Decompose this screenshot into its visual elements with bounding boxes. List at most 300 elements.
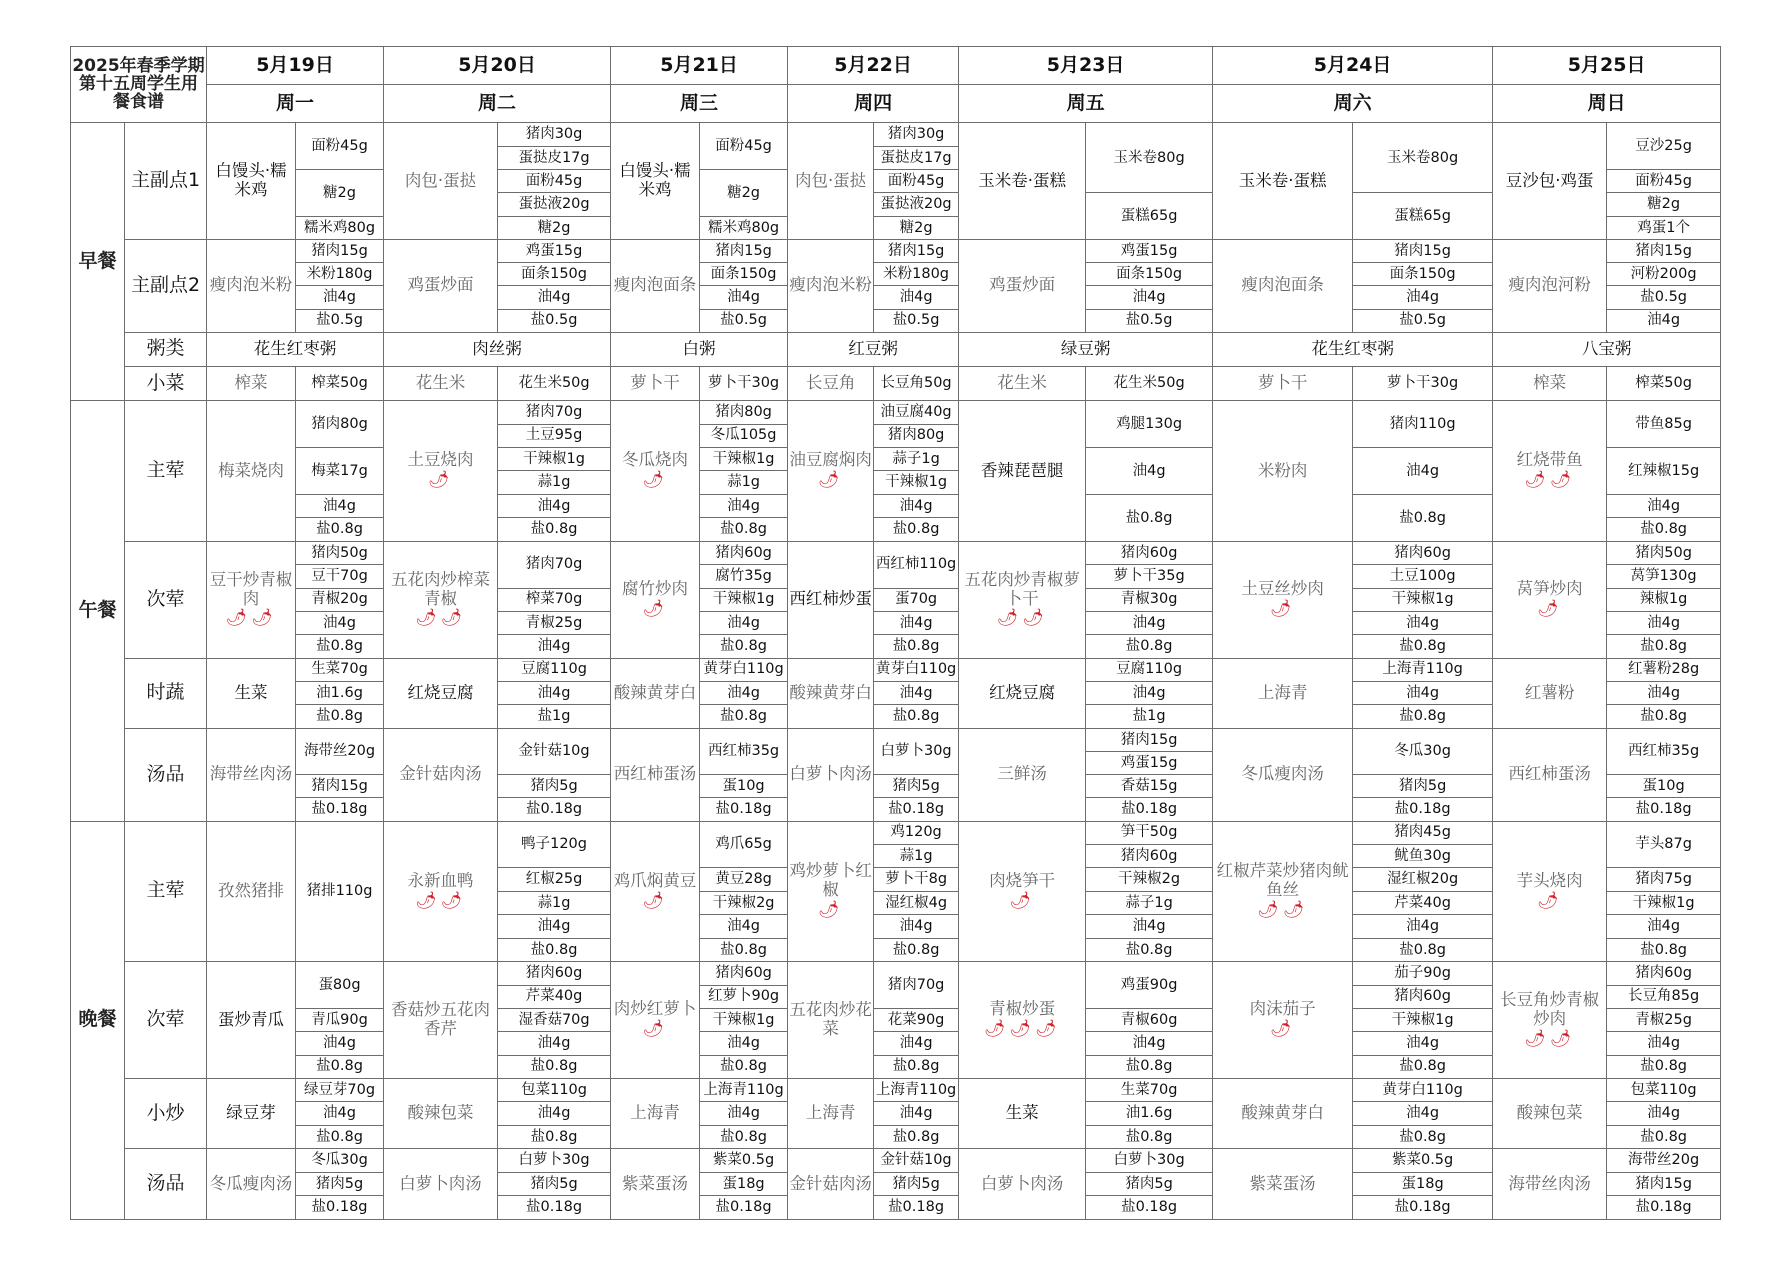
ingredient-cell: 盐0.18g [1353, 1196, 1493, 1220]
dish-cell [788, 366, 874, 400]
ingredient-cell: 猪肉60g [1607, 962, 1721, 985]
ingredient-cell: 黄芽白110g [1353, 1078, 1493, 1101]
dish-name: 上海青 [805, 1103, 856, 1123]
ingredient-cell: 油4g [874, 611, 959, 634]
ingredient-cell: 萝卜干30g [1353, 366, 1493, 400]
ingredient-cell: 盐0.8g [1607, 938, 1721, 961]
ingredient-cell: 盐0.8g [1353, 1125, 1493, 1148]
ingredient-cell: 鸡120g [874, 821, 959, 844]
dish-name: 鸡炒萝卜红椒 [789, 861, 872, 900]
ingredient-cell: 油4g [700, 611, 788, 634]
dish-name: 香菇炒五花肉香芹 [391, 1000, 491, 1039]
ingredient-cell: 猪肉110g [1353, 401, 1493, 448]
dish-cell [1493, 1149, 1607, 1220]
dish-name: 生菜 [1005, 1103, 1039, 1123]
ingredient-cell: 猪肉15g [296, 775, 384, 798]
date-header: 5月22日 [788, 47, 959, 85]
ingredient-cell: 盐0.8g [700, 1125, 788, 1148]
ingredient-cell: 盐0.5g [1607, 286, 1721, 309]
ingredient-cell: 白萝卜30g [874, 728, 959, 774]
ingredient-cell: 猪肉80g [296, 401, 384, 448]
dish-name: 花生米 [415, 372, 466, 392]
dish-cell [611, 821, 700, 962]
ingredient-cell: 盐0.8g [1607, 635, 1721, 658]
dish-name: 长豆角 [805, 372, 856, 392]
ingredient-cell: 盐0.8g [296, 518, 384, 541]
menu-subrow [71, 494, 1721, 517]
menu-row [71, 658, 1721, 681]
dish-name: 生菜 [234, 682, 268, 702]
ingredient-cell: 猪肉50g [1607, 541, 1721, 564]
ingredient-cell: 盐0.18g [1607, 1196, 1721, 1220]
dish-cell [788, 123, 874, 240]
ingredient-cell: 油4g [296, 1102, 384, 1125]
dish-name: 酸辣黄芽白 [789, 682, 872, 702]
menu-row [71, 821, 1721, 844]
dish-name: 红烧豆腐 [989, 682, 1056, 702]
dish-cell [384, 1078, 498, 1148]
ingredient-cell: 鸡爪65g [700, 821, 788, 868]
ingredient-cell: 白萝卜30g [498, 1149, 611, 1172]
ingredient-cell: 猪肉50g [296, 541, 384, 564]
dish-cell [384, 541, 498, 658]
weekday-header: 周四 [788, 85, 959, 123]
dish-name: 紫菜蛋汤 [622, 1173, 689, 1193]
dish-name: 瘦肉泡面条 [613, 275, 697, 295]
chili-pepper-icon: 🌶 [642, 1019, 668, 1040]
ingredient-cell: 湿香菇70g [498, 1008, 611, 1031]
dish-name: 瘦肉泡河粉 [1508, 275, 1591, 295]
ingredient-cell: 青椒20g [296, 588, 384, 611]
ingredient-cell: 海带丝20g [296, 728, 384, 774]
ingredient-cell: 盐0.18g [498, 798, 611, 821]
ingredient-cell: 油4g [874, 1032, 959, 1055]
dish-name: 豆干炒青椒肉 [209, 569, 293, 608]
ingredient-cell: 盐0.8g [498, 938, 611, 961]
ingredient-cell: 长豆角85g [1607, 985, 1721, 1008]
category-label: 时蔬 [125, 658, 207, 728]
ingredient-cell: 紫菜0.5g [1353, 1149, 1493, 1172]
menu-row [71, 240, 1721, 263]
ingredient-cell: 上海青110g [874, 1078, 959, 1101]
ingredient-cell: 干辣椒1g [498, 448, 611, 471]
ingredient-cell: 油4g [1086, 1032, 1213, 1055]
menu-title: 2025年春季学期第十五周学生用餐食谱 [71, 47, 207, 123]
chili-pepper-icon: 🌶🌶 [1524, 470, 1576, 491]
ingredient-cell: 带鱼85g [1607, 401, 1721, 448]
dish-cell [611, 123, 700, 240]
ingredient-cell: 鸡蛋90g [1086, 962, 1213, 1009]
ingredient-cell: 油豆腐40g [874, 401, 959, 424]
ingredient-cell: 盐0.8g [296, 705, 384, 728]
dish-name: 酸辣黄芽白 [613, 682, 697, 702]
ingredient-cell: 猪肉60g [1086, 541, 1213, 564]
ingredient-cell: 蛋挞液20g [874, 193, 959, 216]
ingredient-cell: 猪肉70g [498, 541, 611, 588]
dish-cell [1213, 541, 1353, 658]
ingredient-cell: 盐0.8g [296, 635, 384, 658]
chili-pepper-icon: 🌶 [642, 890, 668, 911]
ingredient-cell: 蛋10g [1607, 775, 1721, 798]
ingredient-cell: 猪肉80g [874, 424, 959, 447]
category-label: 主副点1 [125, 123, 207, 240]
ingredient-cell: 油4g [296, 611, 384, 634]
dish-cell [207, 123, 296, 240]
dish-name: 白萝卜肉汤 [980, 1173, 1064, 1193]
ingredient-cell: 玉米卷80g [1086, 123, 1213, 193]
ingredient-cell: 猪肉60g [1353, 985, 1493, 1008]
ingredient-cell: 盐0.8g [874, 938, 959, 961]
dish-cell [611, 962, 700, 1079]
ingredient-cell: 油4g [1086, 286, 1213, 309]
ingredient-cell: 油4g [700, 915, 788, 938]
dish-name: 肉沫茄子 [1249, 999, 1316, 1019]
ingredient-cell: 盐0.8g [700, 518, 788, 541]
dish-cell [1213, 1149, 1353, 1220]
ingredient-cell: 糖2g [700, 170, 788, 217]
ingredient-cell: 盐0.18g [1086, 1196, 1213, 1220]
dish-cell [611, 728, 700, 821]
ingredient-cell: 油4g [1607, 494, 1721, 517]
ingredient-cell: 梅菜17g [296, 448, 384, 495]
ingredient-cell: 长豆角50g [874, 366, 959, 400]
ingredient-cell: 油4g [1607, 1102, 1721, 1125]
ingredient-cell: 盐0.8g [700, 705, 788, 728]
dish-name: 西红柿炒蛋 [789, 589, 872, 609]
ingredient-cell: 盐0.8g [874, 1125, 959, 1148]
ingredient-cell: 糖2g [296, 170, 384, 217]
ingredient-cell: 萝卜干8g [874, 868, 959, 891]
dish-name: 土豆烧肉 [407, 450, 474, 470]
category-label: 汤品 [125, 1149, 207, 1220]
ingredient-cell: 芹菜40g [1353, 891, 1493, 914]
dish-name: 金针菇肉汤 [789, 1173, 872, 1193]
dish-name: 上海青 [630, 1103, 680, 1123]
dish-name: 白馒头·糯米鸡 [215, 161, 287, 200]
ingredient-cell: 糖2g [498, 216, 611, 239]
dish-name: 油豆腐焖肉 [789, 450, 872, 470]
dish-cell [611, 240, 700, 333]
ingredient-cell: 猪肉15g [1353, 240, 1493, 263]
dish-cell [788, 821, 874, 962]
dish-name: 萝卜干 [630, 372, 680, 392]
dish-cell [611, 401, 700, 542]
ingredient-cell: 河粉200g [1607, 263, 1721, 286]
ingredient-cell: 油4g [1086, 915, 1213, 938]
weekday-header: 周日 [1493, 85, 1721, 123]
ingredient-cell: 上海青110g [1353, 658, 1493, 681]
date-header: 5月24日 [1213, 47, 1493, 85]
ingredient-cell: 蒜子1g [874, 448, 959, 471]
meal-label: 早餐 [71, 123, 125, 401]
dish-name: 瘦肉泡米粉 [209, 275, 293, 295]
ingredient-cell: 盐0.18g [1607, 798, 1721, 821]
ingredient-cell: 红椒25g [498, 868, 611, 891]
ingredient-cell: 猪肉5g [296, 1172, 384, 1195]
ingredient-cell: 油4g [498, 1102, 611, 1125]
ingredient-cell: 红萝卜90g [700, 985, 788, 1008]
dish-cell [384, 123, 498, 240]
ingredient-cell: 冬瓜30g [1353, 728, 1493, 774]
ingredient-cell: 糯米鸡80g [296, 216, 384, 239]
ingredient-cell: 面粉45g [874, 170, 959, 193]
ingredient-cell: 油4g [874, 494, 959, 517]
menu-subrow [71, 1055, 1721, 1078]
dish-name: 紫菜蛋汤 [1249, 1173, 1316, 1193]
ingredient-cell: 猪肉15g [1607, 240, 1721, 263]
date-header: 5月23日 [959, 47, 1213, 85]
dish-cell [1493, 401, 1607, 542]
ingredient-cell: 猪肉15g [700, 240, 788, 263]
dish-cell [959, 240, 1086, 333]
ingredient-cell: 猪肉70g [874, 962, 959, 1009]
chili-pepper-icon: 🌶🌶 [1257, 900, 1309, 921]
dish-cell [1213, 1078, 1353, 1148]
ingredient-cell: 蒜1g [874, 844, 959, 867]
dish-name: 莴笋炒肉 [1516, 579, 1583, 599]
ingredient-cell: 盐0.5g [1353, 309, 1493, 332]
weekday-header: 周五 [959, 85, 1213, 123]
chili-pepper-icon: 🌶 [427, 470, 454, 491]
ingredient-cell: 面条150g [1086, 263, 1213, 286]
dish-cell [384, 962, 498, 1079]
dish-cell [959, 123, 1086, 240]
menu-subrow [71, 588, 1721, 611]
ingredient-cell: 笋干50g [1086, 821, 1213, 844]
ingredient-cell: 油4g [1607, 915, 1721, 938]
dish-name: 红烧豆腐 [407, 682, 474, 702]
ingredient-cell: 猪肉80g [700, 401, 788, 424]
ingredient-cell: 面粉45g [700, 123, 788, 170]
ingredient-cell: 盐0.8g [1086, 1125, 1213, 1148]
dish-cell [1493, 1078, 1607, 1148]
dish-name: 榨菜 [234, 372, 268, 392]
ingredient-cell: 面条150g [498, 263, 611, 286]
dish-cell [207, 728, 296, 821]
ingredient-cell: 盐0.5g [874, 309, 959, 332]
dish-cell [611, 1149, 700, 1220]
dish-cell [611, 658, 700, 728]
dish-cell [384, 728, 498, 821]
menu-subrow [71, 263, 1721, 286]
ingredient-cell: 鸡蛋15g [498, 240, 611, 263]
ingredient-cell: 蒜子1g [1086, 891, 1213, 914]
ingredient-cell: 蒜1g [498, 471, 611, 494]
ingredient-cell: 豆腐110g [498, 658, 611, 681]
ingredient-cell: 黄芽白110g [874, 658, 959, 681]
ingredient-cell: 蛋10g [700, 775, 788, 798]
weekday-header-row [71, 85, 1721, 123]
ingredient-cell: 油4g [1353, 682, 1493, 705]
dish-name: 西红柿蛋汤 [1508, 764, 1591, 784]
menu-subrow [71, 682, 1721, 705]
menu-subrow [71, 309, 1721, 332]
ingredient-cell: 油4g [700, 682, 788, 705]
dish-cell [1493, 821, 1607, 962]
ingredient-cell: 油4g [498, 1032, 611, 1055]
dish-cell [959, 658, 1086, 728]
dish-cell [1213, 658, 1353, 728]
ingredient-cell: 干辣椒1g [700, 588, 788, 611]
date-header: 5月20日 [384, 47, 611, 85]
ingredient-cell: 油4g [1353, 448, 1493, 495]
ingredient-cell: 盐0.8g [1086, 635, 1213, 658]
ingredient-cell: 萝卜干35g [1086, 565, 1213, 588]
chili-pepper-icon: 🌶 [817, 900, 844, 921]
ingredient-cell: 紫菜0.5g [700, 1149, 788, 1172]
date-header-row [71, 47, 1721, 85]
ingredient-cell: 鸡腿130g [1086, 401, 1213, 448]
dish-cell [1213, 401, 1353, 542]
menu-subrow [71, 1172, 1721, 1195]
ingredient-cell: 油4g [700, 1102, 788, 1125]
ingredient-cell: 猪肉60g [1353, 541, 1493, 564]
ingredient-cell: 蛋18g [1353, 1172, 1493, 1195]
weekday-header: 周二 [384, 85, 611, 123]
ingredient-cell: 生菜70g [296, 658, 384, 681]
ingredient-cell: 绿豆芽70g [296, 1078, 384, 1101]
ingredient-cell: 西红柿110g [874, 541, 959, 588]
ingredient-cell: 盐0.18g [700, 798, 788, 821]
dish-cell [207, 240, 296, 333]
dish-cell [1213, 123, 1353, 240]
ingredient-cell: 猪肉5g [498, 1172, 611, 1195]
dish-name: 瘦肉泡面条 [1241, 275, 1324, 295]
dish-cell [384, 366, 498, 400]
ingredient-cell: 红薯粉28g [1607, 658, 1721, 681]
dish-name: 萝卜干 [1257, 372, 1308, 392]
dish-cell [959, 962, 1086, 1079]
ingredient-cell: 盐0.8g [498, 518, 611, 541]
ingredient-cell: 油4g [296, 1032, 384, 1055]
ingredient-cell: 蛋70g [874, 588, 959, 611]
ingredient-cell: 猪肉15g [874, 240, 959, 263]
menu-subrow [71, 1196, 1721, 1220]
weekday-header: 周一 [207, 85, 384, 123]
dish-name: 酸辣黄芽白 [1241, 1103, 1324, 1123]
ingredient-cell: 豆腐110g [1086, 658, 1213, 681]
chili-pepper-icon: 🌶🌶 [414, 890, 467, 911]
ingredient-cell: 盐1g [498, 705, 611, 728]
ingredient-cell: 油4g [1086, 611, 1213, 634]
ingredient-cell: 面条150g [1353, 263, 1493, 286]
dish-cell [207, 541, 296, 658]
dish-cell [959, 1149, 1086, 1220]
dish-name: 冬瓜瘦肉汤 [209, 1173, 293, 1193]
ingredient-cell: 油4g [1607, 309, 1721, 332]
ingredient-cell: 鸡蛋15g [1086, 240, 1213, 263]
ingredient-cell: 油4g [700, 494, 788, 517]
ingredient-cell: 蛋糕65g [1086, 193, 1213, 240]
dish-name: 芋头烧肉 [1516, 870, 1583, 890]
dish-name: 梅菜烧肉 [218, 460, 285, 480]
ingredient-cell: 西红柿35g [700, 728, 788, 774]
ingredient-cell: 盐0.8g [1607, 1125, 1721, 1148]
ingredient-cell: 盐0.8g [1353, 705, 1493, 728]
ingredient-cell: 香菇15g [1086, 775, 1213, 798]
ingredient-cell: 青椒30g [1086, 588, 1213, 611]
dish-name: 豆沙包·鸡蛋 [1505, 170, 1594, 190]
chili-pepper-icon: 🌶🌶🌶 [983, 1019, 1061, 1040]
ingredient-cell: 榨菜70g [498, 588, 611, 611]
date-header: 5月21日 [611, 47, 788, 85]
menu-row [71, 401, 1721, 424]
dish-cell [384, 1149, 498, 1220]
ingredient-cell: 猪肉70g [498, 401, 611, 424]
ingredient-cell: 猪肉15g [296, 240, 384, 263]
ingredient-cell: 盐0.8g [1353, 494, 1493, 541]
dish-cell [788, 240, 874, 333]
chili-pepper-icon: 🌶 [642, 599, 668, 619]
menu-subrow [71, 635, 1721, 658]
dish-name: 肉包·蛋挞 [404, 170, 477, 190]
chili-pepper-icon: 🌶🌶 [225, 608, 277, 629]
ingredient-cell: 西红柿35g [1607, 728, 1721, 774]
ingredient-cell: 猪肉60g [700, 962, 788, 985]
ingredient-cell: 盐0.8g [1353, 635, 1493, 658]
ingredient-cell: 干辣椒2g [1086, 868, 1213, 891]
porridge-cell: 花生红枣粥 [1213, 332, 1493, 366]
dish-cell [959, 1078, 1086, 1148]
dish-cell [788, 1149, 874, 1220]
dish-name: 青椒炒蛋 [989, 999, 1056, 1019]
dish-name: 鸡蛋炒面 [407, 275, 474, 295]
ingredient-cell: 油4g [498, 494, 611, 517]
ingredient-cell: 豆沙25g [1607, 123, 1721, 170]
ingredient-cell: 油4g [874, 682, 959, 705]
dish-name: 榨菜 [1533, 372, 1567, 392]
ingredient-cell: 花生米50g [498, 366, 611, 400]
dish-cell [1213, 366, 1353, 400]
dish-cell [788, 728, 874, 821]
chili-pepper-icon: 🌶 [1536, 890, 1563, 911]
ingredient-cell: 糖2g [874, 216, 959, 239]
ingredient-cell: 油4g [1353, 915, 1493, 938]
ingredient-cell: 花菜90g [874, 1008, 959, 1031]
ingredient-cell: 包菜110g [1607, 1078, 1721, 1101]
ingredient-cell: 油4g [1607, 682, 1721, 705]
ingredient-cell: 盐0.8g [1086, 494, 1213, 541]
dish-cell [207, 401, 296, 542]
ingredient-cell: 盐0.8g [874, 518, 959, 541]
ingredient-cell: 鸭子120g [498, 821, 611, 868]
porridge-cell: 花生红枣粥 [207, 332, 384, 366]
dish-cell [1493, 658, 1607, 728]
ingredient-cell: 盐0.8g [874, 635, 959, 658]
dish-cell [959, 401, 1086, 542]
ingredient-cell: 盐0.8g [296, 1125, 384, 1148]
dish-name: 长豆角炒青椒炒肉 [1500, 989, 1600, 1028]
ingredient-cell: 红辣椒15g [1607, 448, 1721, 495]
dish-name: 三鲜汤 [997, 764, 1047, 784]
ingredient-cell: 青瓜90g [296, 1008, 384, 1031]
ingredient-cell: 油4g [296, 286, 384, 309]
ingredient-cell: 盐0.5g [1086, 309, 1213, 332]
dish-cell [788, 1078, 874, 1148]
dish-cell [1493, 962, 1607, 1079]
ingredient-cell: 盐1g [1086, 705, 1213, 728]
ingredient-cell: 油1.6g [1086, 1102, 1213, 1125]
dish-name: 腐竹炒肉 [622, 579, 689, 599]
ingredient-cell: 腐竹35g [700, 565, 788, 588]
ingredient-cell: 辣椒1g [1607, 588, 1721, 611]
dish-name: 香辣琵琶腿 [980, 460, 1064, 480]
dish-name: 金针菇肉汤 [399, 764, 482, 784]
dish-cell [959, 728, 1086, 821]
dish-name: 冬瓜瘦肉汤 [1241, 764, 1324, 784]
menu-row [71, 962, 1721, 985]
ingredient-cell: 干辣椒1g [1353, 588, 1493, 611]
